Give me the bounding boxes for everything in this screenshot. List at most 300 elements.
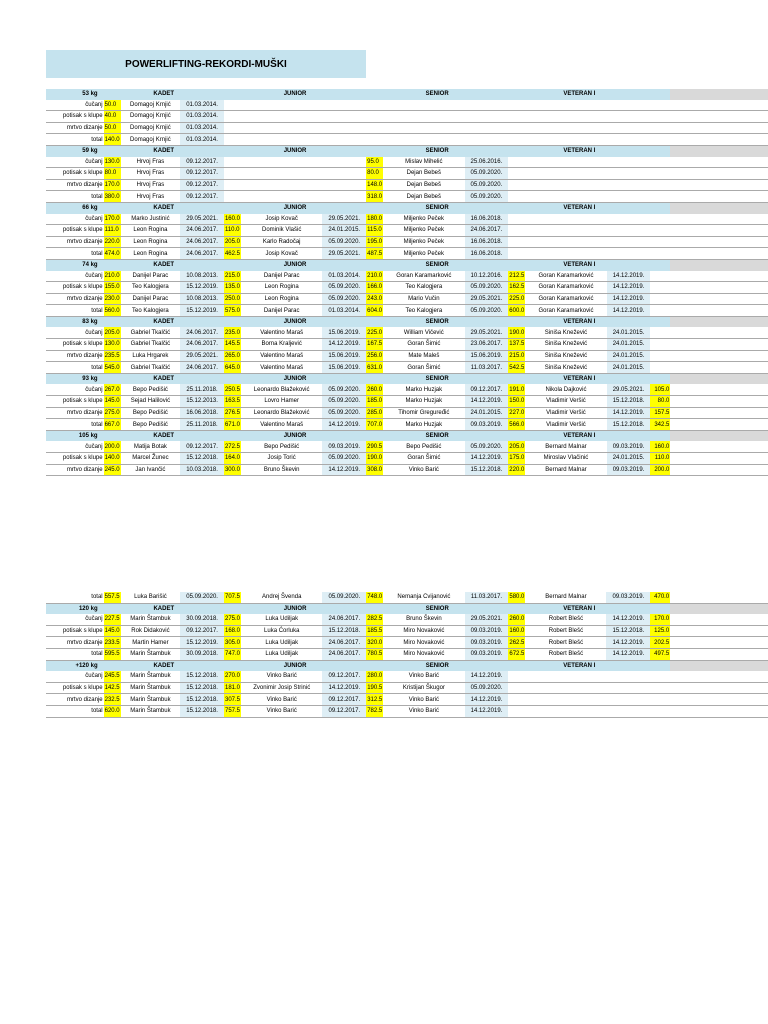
record-date: 15.12.2018.	[607, 396, 651, 408]
empty-cell	[670, 225, 768, 237]
record-date: 05.09.2020.	[322, 592, 366, 603]
record-date: 09.12.2017.	[180, 625, 224, 637]
record-value	[508, 134, 525, 146]
header-blank	[650, 259, 670, 270]
record-value: 233.5	[104, 637, 121, 649]
athlete-name	[525, 225, 606, 237]
record-date: 09.03.2019.	[465, 648, 509, 660]
record-value: 474.0	[104, 248, 121, 260]
record-date: 16.06.2018.	[465, 236, 509, 248]
record-value: 290.5	[366, 441, 383, 452]
record-value	[508, 694, 525, 706]
athlete-name: Bruno Škevin	[241, 464, 322, 476]
record-date: 05.09.2020.	[180, 592, 224, 603]
record-row	[46, 682, 768, 694]
lift-label: mrtvo dizanje	[46, 694, 104, 706]
extra-value	[650, 362, 670, 374]
header-blank	[650, 603, 670, 614]
athlete-name: Miljenko Peček	[383, 225, 464, 237]
record-value: 318.0	[366, 191, 383, 203]
category-header: KADET	[104, 89, 224, 100]
athlete-name: Luka Udiljak	[241, 637, 322, 649]
athlete-name: Marko Huzjak	[383, 384, 464, 395]
header-extension	[670, 145, 768, 156]
record-date	[607, 179, 651, 191]
record-value	[224, 111, 241, 123]
athlete-name: Siniša Knežević	[525, 362, 606, 374]
extra-value	[650, 157, 670, 168]
record-value: 142.5	[104, 682, 121, 694]
record-date: 05.09.2020.	[322, 407, 366, 419]
record-date: 15.12.2019.	[180, 305, 224, 317]
athlete-name: Marin Štambuk	[121, 694, 181, 706]
lift-label: mrtvo dizanje	[46, 407, 104, 419]
empty-cell	[670, 236, 768, 248]
record-value: 272.5	[224, 441, 241, 452]
record-date: 29.05.2021.	[465, 614, 509, 625]
record-row	[46, 293, 768, 305]
record-value	[508, 705, 525, 717]
record-value	[508, 168, 525, 180]
record-value: 487.5	[366, 248, 383, 260]
record-date: 15.12.2018.	[180, 671, 224, 682]
record-value: 631.0	[366, 362, 383, 374]
record-value: 620.0	[104, 705, 121, 717]
record-value: 672.5	[508, 648, 525, 660]
extra-value	[650, 671, 670, 682]
record-value: 190.0	[508, 327, 525, 338]
record-date: 09.12.2017.	[180, 191, 224, 203]
record-date: 14.12.2019.	[606, 637, 650, 649]
category-header: JUNIOR	[224, 145, 366, 156]
record-date: 24.01.2015.	[607, 362, 651, 374]
athlete-name: Luka Barišić	[121, 592, 181, 603]
record-date: 09.03.2019.	[607, 464, 651, 476]
record-row	[46, 705, 768, 717]
record-date: 05.09.2020.	[465, 441, 509, 452]
empty-cell	[670, 111, 768, 123]
lift-label: potisak s klupe	[46, 339, 104, 351]
athlete-name: Mario Vučin	[383, 293, 464, 305]
athlete-name	[525, 682, 606, 694]
extra-value: 470.0	[650, 592, 670, 603]
lift-label: mrtvo dizanje	[46, 236, 104, 248]
athlete-name	[383, 122, 464, 134]
record-value	[224, 191, 241, 203]
record-row	[46, 339, 768, 351]
record-value: 200.0	[104, 441, 121, 452]
record-value: 145.0	[104, 625, 121, 637]
athlete-name: Leonardo Blažeković	[241, 384, 322, 395]
athlete-name: Valentino Maraš	[241, 419, 322, 431]
record-date: 05.09.2020.	[322, 282, 366, 294]
record-value: 160.0	[508, 625, 525, 637]
record-date: 15.06.2019.	[322, 362, 366, 374]
record-value	[508, 236, 525, 248]
extra-value: 497.5	[650, 648, 670, 660]
record-date: 05.09.2020.	[322, 293, 366, 305]
empty-cell	[670, 339, 768, 351]
record-value: 181.0	[224, 682, 241, 694]
athlete-name: Gabriel Tkalčić	[121, 327, 181, 338]
lift-label: total	[46, 362, 104, 374]
record-value: 145.5	[224, 339, 241, 351]
athlete-name	[241, 191, 322, 203]
weight-class-header	[46, 145, 768, 156]
record-date: 05.09.2020.	[322, 396, 366, 408]
record-value	[508, 682, 525, 694]
athlete-name: Nemanja Cvijanović	[383, 592, 464, 603]
extra-value	[650, 694, 670, 706]
record-date	[322, 111, 366, 123]
record-value: 210.0	[366, 271, 383, 282]
record-value: 560.0	[104, 305, 121, 317]
athlete-name	[525, 122, 606, 134]
athlete-name: Leon Rogina	[121, 236, 181, 248]
record-value: 227.5	[104, 614, 121, 625]
record-value: 256.0	[366, 350, 383, 362]
athlete-name	[383, 134, 464, 146]
athlete-name	[525, 694, 606, 706]
record-value: 170.0	[104, 214, 121, 225]
record-value	[224, 122, 241, 134]
record-row	[46, 271, 768, 282]
category-header: KADET	[104, 603, 224, 614]
extra-value	[650, 168, 670, 180]
record-date	[322, 191, 366, 203]
record-row	[46, 592, 768, 603]
category-header: VETERAN I	[508, 603, 650, 614]
empty-cell	[670, 100, 768, 111]
athlete-name: Robert Blešć	[525, 648, 606, 660]
record-date	[322, 122, 366, 134]
record-value: 185.5	[366, 625, 383, 637]
record-row	[46, 614, 768, 625]
athlete-name	[525, 100, 606, 111]
extra-value	[650, 191, 670, 203]
record-date: 14.12.2019.	[465, 694, 509, 706]
lift-label: čučanj	[46, 157, 104, 168]
record-value	[224, 179, 241, 191]
record-date	[606, 694, 650, 706]
empty-cell	[670, 637, 768, 649]
athlete-name: Andrej Švenda	[241, 592, 322, 603]
extra-value: 200.0	[650, 464, 670, 476]
header-blank	[650, 430, 670, 441]
empty-cell	[670, 671, 768, 682]
record-value	[508, 100, 525, 111]
record-value: 135.0	[224, 282, 241, 294]
extra-value: 170.0	[650, 614, 670, 625]
record-date: 29.05.2021.	[465, 293, 509, 305]
category-header: JUNIOR	[224, 603, 366, 614]
record-value: 227.0	[508, 407, 525, 419]
record-value: 155.0	[104, 282, 121, 294]
record-value: 164.0	[224, 453, 241, 465]
record-date: 09.12.2017.	[180, 157, 224, 168]
record-value: 307.5	[224, 694, 241, 706]
record-date	[606, 705, 650, 717]
athlete-name	[525, 191, 606, 203]
record-value: 380.0	[104, 191, 121, 203]
lift-label: mrtvo dizanje	[46, 179, 104, 191]
athlete-name: Vinko Barić	[241, 694, 322, 706]
header-blank	[650, 660, 670, 671]
record-date: 15.12.2018.	[606, 625, 650, 637]
record-value: 148.0	[366, 179, 383, 191]
empty-cell	[670, 464, 768, 476]
athlete-name: Goran Karamarković	[383, 271, 464, 282]
athlete-name: Leon Rogina	[121, 248, 181, 260]
record-date: 05.09.2020.	[465, 682, 509, 694]
athlete-name: Marin Štambuk	[121, 682, 181, 694]
athlete-name: Gabriel Tkalčić	[121, 339, 181, 351]
empty-cell	[670, 179, 768, 191]
athlete-name	[525, 179, 606, 191]
record-value: 270.0	[224, 671, 241, 682]
weight-class-header	[46, 259, 768, 270]
athlete-name: Domagoj Krnjić	[121, 122, 181, 134]
record-row	[46, 282, 768, 294]
athlete-name	[525, 168, 606, 180]
record-date: 29.05.2021.	[465, 327, 509, 338]
record-value: 275.0	[224, 614, 241, 625]
header-extension	[670, 660, 768, 671]
athlete-name: Marko Huzjak	[383, 419, 464, 431]
extra-value	[650, 236, 670, 248]
record-value: 190.0	[366, 453, 383, 465]
lift-label: total	[46, 705, 104, 717]
record-value: 95.0	[366, 157, 383, 168]
record-value	[508, 671, 525, 682]
record-date: 01.03.2014.	[322, 305, 366, 317]
record-row	[46, 384, 768, 395]
athlete-name: Marin Štambuk	[121, 671, 181, 682]
record-row	[46, 350, 768, 362]
record-value: 168.0	[224, 625, 241, 637]
record-value: 115.0	[366, 225, 383, 237]
empty-cell	[670, 191, 768, 203]
record-date	[607, 191, 651, 203]
athlete-name	[525, 671, 606, 682]
lift-label: potisak s klupe	[46, 111, 104, 123]
category-header: SENIOR	[366, 202, 508, 213]
athlete-name: Vinko Barić	[241, 671, 322, 682]
category-header: JUNIOR	[224, 373, 366, 384]
empty-cell	[670, 248, 768, 260]
athlete-name	[241, 157, 322, 168]
empty-cell	[670, 407, 768, 419]
athlete-name: Marin Štambuk	[121, 614, 181, 625]
athlete-name: Danijel Parac	[241, 305, 322, 317]
athlete-name	[241, 168, 322, 180]
record-value: 111.0	[104, 225, 121, 237]
athlete-name: Vinko Barić	[383, 671, 464, 682]
record-value: 163.5	[224, 396, 241, 408]
lift-label: mrtvo dizanje	[46, 350, 104, 362]
lift-label: čučanj	[46, 271, 104, 282]
record-date: 24.06.2017.	[180, 248, 224, 260]
record-date: 14.12.2019.	[607, 407, 651, 419]
record-date: 24.01.2015.	[607, 339, 651, 351]
record-value: 205.0	[224, 236, 241, 248]
athlete-name: Bruno Škevin	[383, 614, 464, 625]
record-row	[46, 100, 768, 111]
weight-class-header	[46, 603, 768, 614]
athlete-name: Siniša Knežević	[525, 339, 606, 351]
athlete-name: Goran Šimić	[383, 362, 464, 374]
record-date: 15.12.2018.	[322, 625, 366, 637]
record-value: 280.0	[366, 671, 383, 682]
record-date: 24.01.2015.	[607, 350, 651, 362]
extra-value	[650, 327, 670, 338]
athlete-name: Marin Štambuk	[121, 705, 181, 717]
category-header: JUNIOR	[224, 316, 366, 327]
athlete-name: Sejad Halilović	[121, 396, 181, 408]
record-row	[46, 168, 768, 180]
record-date	[607, 168, 651, 180]
record-value: 145.0	[104, 396, 121, 408]
record-date: 24.06.2017.	[322, 637, 366, 649]
record-row	[46, 157, 768, 168]
athlete-name	[241, 122, 322, 134]
record-value: 312.5	[366, 694, 383, 706]
athlete-name: Martin Hamer	[121, 637, 181, 649]
record-date: 05.09.2020.	[322, 384, 366, 395]
record-value	[366, 134, 383, 146]
category-header: SENIOR	[366, 603, 508, 614]
record-date: 25.11.2018.	[180, 384, 224, 395]
weight-class-header	[46, 430, 768, 441]
lift-label: total	[46, 134, 104, 146]
record-date: 23.06.2017.	[465, 339, 509, 351]
empty-cell	[670, 384, 768, 395]
record-date: 14.12.2019.	[607, 293, 651, 305]
record-date: 15.12.2018.	[465, 464, 509, 476]
athlete-name: Teo Kalogjera	[383, 305, 464, 317]
record-value: 320.0	[366, 637, 383, 649]
lift-label: total	[46, 305, 104, 317]
record-date: 14.12.2019.	[465, 671, 509, 682]
record-date	[606, 671, 650, 682]
category-header: VETERAN I	[508, 259, 650, 270]
record-date: 25.11.2018.	[180, 419, 224, 431]
header-extension	[670, 430, 768, 441]
extra-value	[650, 214, 670, 225]
record-date: 14.12.2019.	[322, 464, 366, 476]
lift-label: potisak s klupe	[46, 168, 104, 180]
record-value	[508, 248, 525, 260]
weight-class-header	[46, 373, 768, 384]
lift-label: čučanj	[46, 100, 104, 111]
record-date: 10.12.2016.	[465, 271, 509, 282]
lift-label: čučanj	[46, 384, 104, 395]
record-date: 01.03.2014.	[322, 271, 366, 282]
weight-class-label: 74 kg	[46, 259, 104, 270]
record-date: 11.03.2017.	[465, 362, 509, 374]
record-value: 225.0	[508, 293, 525, 305]
record-value: 580.0	[508, 592, 525, 603]
record-date: 30.09.2018.	[180, 614, 224, 625]
athlete-name: Vladimir Veršić	[525, 396, 606, 408]
header-extension	[670, 316, 768, 327]
extra-value: 110.0	[650, 453, 670, 465]
record-date: 05.09.2020.	[465, 168, 509, 180]
header-extension	[670, 202, 768, 213]
record-date: 24.06.2017.	[322, 648, 366, 660]
weight-class-label: 93 kg	[46, 373, 104, 384]
record-value: 191.0	[508, 384, 525, 395]
weight-class-header	[46, 316, 768, 327]
record-date: 05.09.2020.	[322, 453, 366, 465]
record-value: 308.0	[366, 464, 383, 476]
record-value: 235.0	[224, 327, 241, 338]
record-value: 285.0	[366, 407, 383, 419]
record-date: 14.12.2019.	[465, 396, 509, 408]
record-row	[46, 248, 768, 260]
record-value: 50.0	[104, 122, 121, 134]
record-value: 40.0	[104, 111, 121, 123]
extra-value	[650, 179, 670, 191]
record-date: 05.09.2020.	[465, 305, 509, 317]
record-date: 29.05.2021.	[322, 214, 366, 225]
header-extension	[670, 603, 768, 614]
athlete-name: Mate Maleš	[383, 350, 464, 362]
empty-cell	[670, 327, 768, 338]
record-row	[46, 327, 768, 338]
weight-class-label: 59 kg	[46, 145, 104, 156]
record-date: 10.03.2018.	[180, 464, 224, 476]
athlete-name: Vladimir Veršić	[525, 407, 606, 419]
athlete-name: Marin Štambuk	[121, 648, 181, 660]
record-value: 667.0	[104, 419, 121, 431]
record-date: 14.12.2019.	[606, 614, 650, 625]
header-blank	[650, 202, 670, 213]
record-value: 140.0	[104, 453, 121, 465]
record-date	[465, 100, 509, 111]
record-date	[465, 111, 509, 123]
record-row	[46, 441, 768, 452]
athlete-name: Josip Kovač	[241, 214, 322, 225]
record-value: 220.0	[508, 464, 525, 476]
lift-label: total	[46, 191, 104, 203]
record-date: 29.05.2021.	[322, 248, 366, 260]
category-header: SENIOR	[366, 259, 508, 270]
athlete-name: Goran Šimić	[383, 453, 464, 465]
record-date: 09.03.2019.	[607, 441, 651, 452]
record-row	[46, 362, 768, 374]
athlete-name	[525, 236, 606, 248]
record-date: 14.12.2019.	[607, 282, 651, 294]
record-date: 09.03.2019.	[322, 441, 366, 452]
athlete-name: Bernard Malnar	[525, 464, 606, 476]
record-value: 80.0	[366, 168, 383, 180]
record-date: 09.12.2017.	[180, 168, 224, 180]
empty-cell	[670, 305, 768, 317]
record-date: 15.06.2019.	[465, 350, 509, 362]
lift-label: čučanj	[46, 327, 104, 338]
lift-label: potisak s klupe	[46, 225, 104, 237]
athlete-name	[241, 111, 322, 123]
athlete-name: Hrvoj Fras	[121, 179, 181, 191]
extra-value	[650, 248, 670, 260]
athlete-name: Domagoj Krnjić	[121, 134, 181, 146]
record-value: 542.5	[508, 362, 525, 374]
record-date	[465, 134, 509, 146]
empty-cell	[670, 122, 768, 134]
record-value	[508, 111, 525, 123]
record-value: 267.0	[104, 384, 121, 395]
